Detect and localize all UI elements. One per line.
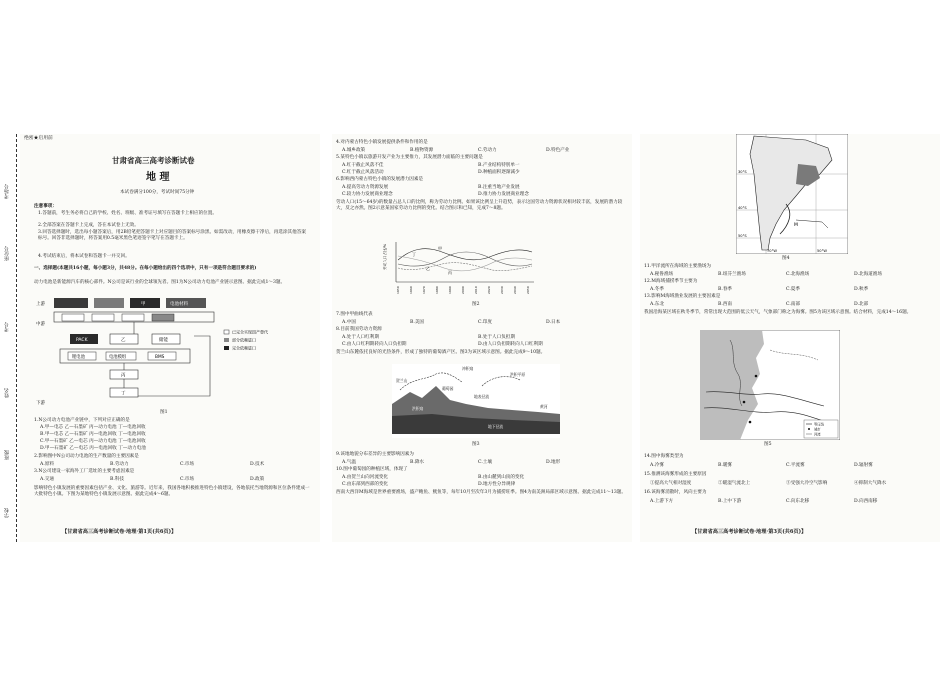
fig3-label: 葡萄园	[442, 386, 454, 391]
figure-3-landscape	[392, 364, 560, 438]
fig1-label-yi: 乙	[121, 338, 126, 343]
question-option: B.甲—电芯 乙—石墨矿 丙—电池回收 丁—电池回收	[40, 432, 146, 437]
exam-title: 甘肃省高三高考诊断试卷	[112, 156, 195, 165]
fig3-label: 冲积扇	[462, 366, 474, 371]
fig2-x-tick: 2040	[513, 286, 517, 294]
fig5-legend-item: 河流	[814, 432, 821, 437]
question-option: B.注重当地产业发展	[478, 185, 520, 190]
fig2-ylabel: 劳动人口占比/%	[383, 243, 387, 270]
fig1-legend-item: 完全依赖进口	[232, 345, 256, 351]
intro-text: 动力电池是新能源汽车的核心部件。N公司是该行业的全球领先者。图1为N公司动力电池产业链示意图。据此完成1～3题。	[34, 280, 286, 285]
question-option: B.春季	[718, 287, 733, 292]
fig1-caption: 图1	[160, 410, 168, 415]
secret-mark: 绝密★启用前	[24, 136, 53, 141]
fig1-label-bing: 丙	[121, 373, 126, 379]
intro-text: 影响特色小镇发展的重要因素包括产业、文化、旅游等。近年来，我国各地积极推进特色小镇建设，各地依托当地资源和区位条件建成一大批特色小镇。下图为某地特色小镇发展示意图。据此完成4～6题。	[34, 486, 310, 497]
question-stem: 6.影响西内蒙古特色小镇的发展潜力因素是	[336, 177, 424, 182]
binding-label-school: 学校	[4, 508, 10, 518]
fig2-series-label: 丁	[412, 252, 416, 257]
fig1-label-material: 电池材料	[170, 302, 188, 307]
question-stem: 2.影响图中N公司动力电池的生产数量的主要因素是	[34, 454, 139, 459]
question-option: D.日本	[546, 320, 561, 325]
question-option: A.上游下方	[650, 499, 674, 504]
intro-text: 我国沿海某区域在秋冬季节，常常出现大范围的低云天气，气象部门称之为海雾。图5为该区域示意图。结合材料，完成14～16题。	[644, 310, 912, 315]
fig2-caption: 图2	[472, 302, 480, 307]
note-item: 3.回答选择题时，选出每小题答案后，用2B铅笔把答题卡上对应题目的答案标号涂黑。如需改动，用橡皮擦干净后，再选涂其他答案标号。回答非选择题时，将答案用0.5毫米黑色笔迹签字笔写在答题卡上。	[38, 230, 306, 241]
note-item: 4.考试结束后，将本试卷和答题卡一并交回。	[38, 254, 130, 259]
figure-5-map	[700, 330, 840, 440]
question-option: A.冷雾	[650, 463, 664, 468]
question-option: B.上中下游	[718, 499, 742, 504]
question-option: B.劳动力	[110, 462, 129, 467]
question-stem: 13.影响M海域渔业发展的主要因素是	[644, 294, 721, 299]
question-option: B.植物资源	[410, 148, 434, 153]
binding-label-name: 姓名	[4, 388, 10, 398]
question-option: A.甲—电芯 乙—石墨矿 丙—动力电池 丁—电池回收	[40, 425, 146, 430]
binding-strip	[0, 134, 20, 542]
fig4-lon-label: 70°W	[767, 249, 777, 253]
binding-label-class: 班级	[4, 450, 10, 460]
figure-1-industry-chain	[34, 296, 304, 408]
question-option: C.劳动力	[478, 148, 497, 153]
fig3-label: 黄河	[540, 404, 548, 409]
question-stem: 12.M海域捕捞季节主要为	[644, 279, 698, 284]
question-option: B.西南	[718, 302, 733, 307]
question-option: D.技术	[250, 462, 265, 467]
question-option: A.秘鲁渔场	[650, 272, 674, 277]
notes-title: 注意事项：	[34, 204, 57, 209]
fig1-label-module: 电池模组	[109, 355, 127, 360]
question-stem: 1.N公司动力电池产业链中，下列对应正确的是	[34, 418, 130, 423]
page-footer: 【甘肃省高三高考诊断试卷·地理·第1页(共6页)】	[62, 529, 177, 535]
binding-cut-line	[16, 134, 17, 542]
question-stem: 3.N公司建设一家海外工厂选址的主要考虑因素是	[34, 469, 135, 474]
binding-label-seat: 座位号	[4, 246, 10, 261]
fig1-label-bms: BMS	[155, 355, 165, 360]
fig2-x-tick: 1970	[422, 286, 426, 294]
fig4-marker-m: M	[794, 223, 798, 228]
question-option: A.红干截止风落不佳	[342, 163, 384, 168]
intro-text: 劳动人口(15～64岁)的数量占总人口的比例，称为劳动力比例。如果该比例呈上升趋势，表示这国劳动力资源状况相对较丰富，发展的潜力较大，反之亦然。图2示意某国家劳动力比例的变化。结合图示和已知，完成7～8题。	[336, 200, 623, 211]
fig2-x-tick: 2000	[461, 286, 465, 294]
question-option: C.由东部到西部的变化	[342, 482, 389, 487]
fig1-legend-item: 已完全实现国产替代	[232, 329, 268, 335]
question-option: C.夏季	[786, 287, 800, 292]
fig3-caption: 图3	[472, 442, 480, 447]
fig4-lat-label: 40°S	[738, 206, 747, 210]
intro-text: 贺兰山东麓依托良好的光热条件，形成了独特的葡萄酒产区。图3为该区域示意图。据此完成9～10题。	[336, 350, 546, 355]
fig5-caption: 图5	[764, 442, 772, 447]
fig1-legend-item: 部分依赖进口	[232, 337, 256, 343]
fig2-x-tick: 2020	[487, 286, 491, 294]
question-option: D.秋季	[854, 287, 869, 292]
note-item: 1.答题前，考生务必将自己的学校、姓名、班级、准考证号填写在答题卡上相应的位置。	[38, 211, 217, 216]
fig4-caption: 图4	[782, 256, 790, 261]
fig3-label: 洪积平原	[510, 372, 526, 377]
question-option: D.甲—石墨矿 乙—电芯 丙—电池回收 丁—动力电池	[40, 446, 146, 451]
question-option: D.地形	[546, 460, 561, 465]
question-stem: 14.图中海雾类型为	[644, 454, 684, 459]
question-stem: 8.目前我国劳动力资源	[336, 327, 382, 332]
exam-notice: 本试卷满分100分，考试时间75分钟	[120, 190, 195, 195]
question-option: A.由贺兰山向河流变化	[342, 475, 389, 480]
fig1-row-upstream: 上游	[36, 302, 45, 307]
question-option: D.辐射雾	[854, 463, 873, 468]
question-option: B.产业结构特别单一	[478, 163, 520, 168]
fig3-label: 洪积扇	[412, 406, 424, 411]
question-option: C.北海渔场	[786, 272, 810, 277]
fig1-label-cell: 锂电池	[72, 355, 85, 360]
fig2-series-line	[398, 263, 532, 271]
fig2-x-tick: 2010	[474, 286, 478, 294]
question-option: B.科技	[110, 477, 125, 482]
question-option: B.处于人口负担期	[478, 335, 515, 340]
question-option: C.印度	[478, 320, 492, 325]
question-stem: 5.某特色小镇以旅游开发产业为主要推力，其发展潜力面临的主要问题是	[336, 155, 483, 160]
fig1-row-midstream: 中游	[36, 322, 45, 327]
fig4-lat-label: 30°S	[738, 170, 747, 174]
question-option: D.由人口负担期转向人口红利期	[478, 342, 543, 347]
fig2-series-label: 甲	[438, 246, 442, 251]
question-option: B.暖雾	[718, 463, 733, 468]
question-option: D.推力协力发展商业理念	[478, 192, 529, 197]
question-option: C.红于截止风落活动	[342, 170, 384, 175]
question-option: D.地方性分异规律	[478, 482, 516, 487]
fig1-row-downstream: 下游	[36, 401, 45, 406]
question-option: C.向东北移	[786, 499, 810, 504]
fig2-series-label: 丙	[448, 270, 452, 275]
note-item: 2.全部答案在答题卡上完成，答在本试卷上无效。	[38, 223, 139, 228]
question-option: ②暖湿气流北上	[718, 481, 751, 486]
question-option: C.市场	[180, 477, 194, 482]
section-heading: 一、选择题(本题共16小题，每小题3分，共48分。在每小题给出的四个选项中，只有一项是符合题目要求的)	[34, 266, 257, 271]
question-option: A.气温	[342, 460, 356, 465]
question-option: C.市场	[180, 462, 194, 467]
exam-page-3	[640, 134, 940, 542]
question-option: D.向西南移	[854, 499, 878, 504]
question-stem: 10.图中葡萄园的种植区域，体现了	[336, 467, 408, 472]
fig2-series-label: 乙	[426, 266, 430, 271]
fig1-label-pack: PACK	[76, 338, 88, 343]
figure-4-map	[736, 134, 848, 254]
question-option: ③受强大冷空气影响	[786, 481, 828, 486]
fig1-label-jia: 甲	[141, 302, 146, 307]
exam-subject: 地 理	[146, 172, 170, 183]
fig2-x-tick: 1990	[448, 286, 452, 294]
fig4-lat-label: 50°S	[738, 234, 747, 238]
fig4-lon-label: 50°W	[817, 249, 827, 253]
question-option: B.由山麓到山顶的变化	[478, 475, 525, 480]
question-option: A.冬季	[650, 287, 664, 292]
fig1-label-storage: 储能	[159, 338, 168, 343]
question-option: D.特色产业	[546, 148, 570, 153]
question-option: B.降水	[410, 460, 425, 465]
question-option: A.提高劳动力资源发展	[342, 185, 389, 190]
question-option: C.甲—石墨矿 乙—电芯 丙—动力电池 丁—电池回收	[40, 439, 146, 444]
fig3-label: 贺兰山	[396, 378, 408, 383]
question-option: C.较力协力发展商业理念	[342, 192, 393, 197]
question-option: C.土壤	[478, 460, 492, 465]
question-option: D.政策	[250, 477, 265, 482]
question-stem: 7.图中甲曲线代表	[336, 312, 373, 317]
question-stem: 15.推测该海雾形成的主要原因	[644, 472, 707, 477]
question-stem: 16.该海雾消散时，风向主要为	[644, 490, 707, 495]
question-option: A.处于人口红利期	[342, 335, 379, 340]
fig1-box	[54, 298, 88, 308]
question-option: A.原料	[40, 462, 54, 467]
fig5-legend-item: 城市	[814, 427, 821, 432]
fig1-label-ding: 丁	[121, 391, 126, 397]
binding-label-room: 考场号	[4, 184, 10, 199]
exam-page-2	[332, 134, 632, 542]
question-option: A.城乡政策	[342, 148, 366, 153]
fig2-x-tick: 1950	[396, 286, 400, 294]
question-option: A.交通	[40, 477, 54, 482]
question-option: C.平流雾	[786, 463, 805, 468]
exam-page-1	[20, 134, 320, 542]
figure-2-labor-chart	[382, 238, 542, 296]
question-option: ①提高大气相对湿度	[650, 481, 692, 486]
fig2-x-tick: 2030	[500, 286, 504, 294]
question-option: B.美国	[410, 320, 425, 325]
question-option: A.中国	[342, 320, 356, 325]
question-option: C.南部	[786, 302, 800, 307]
question-stem: 9.该地地貌分布差异的主要影响因素为	[336, 452, 414, 457]
question-option: A.东北	[650, 302, 664, 307]
question-option: D.种植面积逐渐减少	[478, 170, 520, 175]
fig3-label: 地表径流	[474, 394, 490, 399]
question-option: D.北部	[854, 302, 869, 307]
question-option: B.纽芬兰渔场	[718, 272, 746, 277]
question-option: ④抑制大气降水	[854, 481, 887, 486]
question-option: D.北海道渔场	[854, 272, 882, 277]
question-option: C.由人口红利期转向人口负担期	[342, 342, 407, 347]
fig3-label: 地下径流	[488, 424, 504, 429]
fig5-legend-item: 等压线	[814, 422, 824, 427]
binding-label-exam-no: 考号	[4, 322, 10, 332]
intro-text: 西南大西洋M海域是世界重要渔场，盛产鲍鱼、鱿鱼等，每年10月至次年3月为捕捞旺季。图4为南美洲局部区域示意图。据此完成11～13题。	[336, 490, 626, 495]
fig2-x-tick: 1960	[409, 286, 413, 294]
question-stem: 4.对内蒙古特色小镇发展提供条件和作用的是	[336, 140, 428, 145]
fig2-x-tick: 1980	[435, 286, 439, 294]
fig1-box	[94, 298, 124, 308]
question-stem: 11.甲洋流所在海域的主要渔场为	[644, 264, 712, 269]
fig2-x-tick: 2050	[526, 286, 530, 294]
page-footer: 【甘肃省高三高考诊断试卷·地理·第3页(共6页)】	[692, 529, 807, 535]
